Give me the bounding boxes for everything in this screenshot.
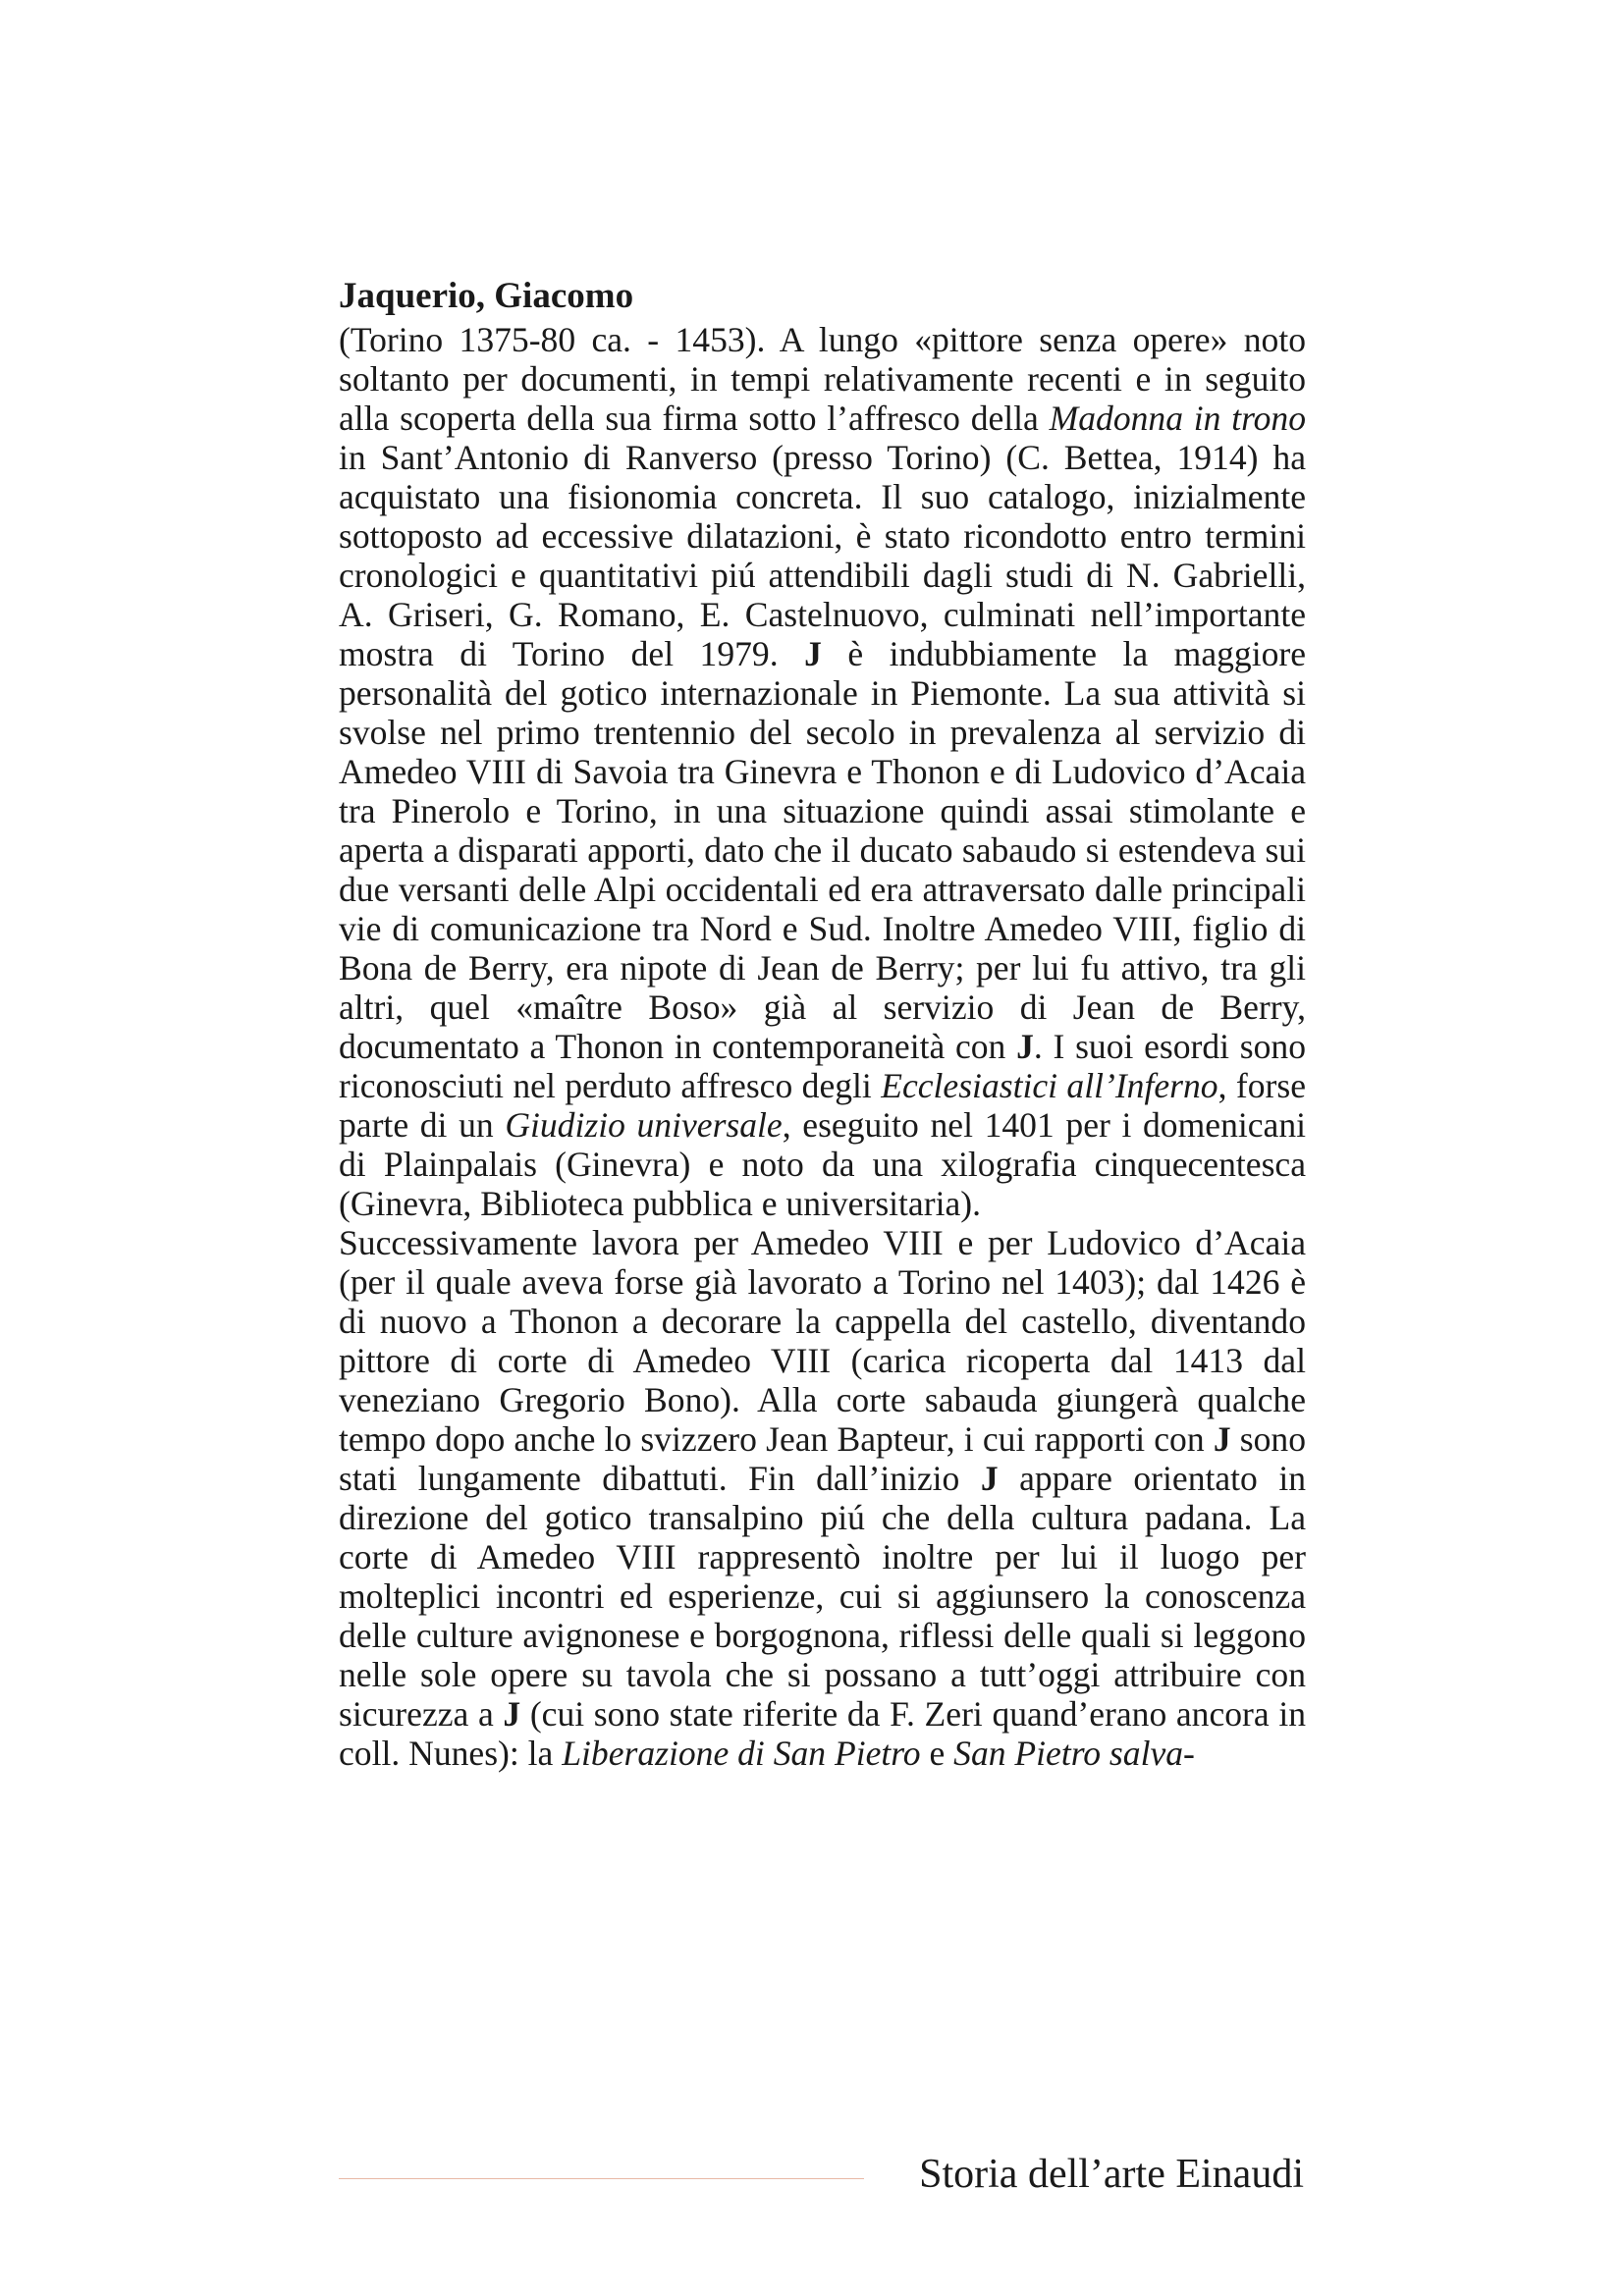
text-run: (Torino 1375-80 ca. - 1453). A lungo «pittore senza opere» noto soltanto per documenti, in tempi relativamente recenti e in seguito alla scoperta della sua firma sotto l’affresco della: [339, 320, 1306, 438]
text-run: è indubbiamente la maggiore personalità del gotico internazionale in Piemonte. La sua attività si svolse nel primo trentennio del secolo in prevalenza al servizio di Amedeo VIII di Savoia tra Ginevra e Thonon e di Ludovico d’Acaia tra Pinerolo e Torino, in una situazione quindi assai stimolante e aperta a disparati apporti, dato che il ducato sabaudo si estendeva sui due versanti delle Alpi occidentali ed era attraversato dalle principali vie di comunicazione tra Nord e Sud. Inoltre Amedeo VIII, figlio di Bona de Berry, era nipote di Jean de Berry; per lui fu attivo, tra gli altri, quel «maître Boso» già al servizio di Jean de Berry, documentato a Thonon in contemporaneità con: [339, 634, 1307, 1066]
text-run: , eseguito nel 1401 per i domenicani di Plainpalais (Ginevra) e noto da una xilografia cinquecentesca (Ginevra, Biblioteca pubblica e universitaria).: [339, 1105, 1306, 1223]
artwork-title: Ecclesiastici all’Inferno: [881, 1066, 1218, 1105]
text-run: (cui sono state riferite da F. Zeri quand’erano ancora in coll. Nunes): la: [339, 1694, 1306, 1773]
text-run: appare orientato in direzione del gotico transalpino piú che della cultura padana. La corte di Amedeo VIII rappresentò inoltre per lui il luogo per molteplici incontri ed esperienze, cui si aggiunsero la conoscenza delle culture avignonese e borgognona, riflessi delle quali si leggono nelle sole opere su tavola che si possano a tutt’oggi attribuire con sicurezza a: [339, 1459, 1306, 1734]
text-run: sono stati lungamente dibattuti. Fin dall’inizio: [339, 1419, 1306, 1498]
artist-initial: J: [1213, 1419, 1231, 1459]
text-run: , forse parte di un: [339, 1066, 1307, 1145]
text-run: e: [920, 1734, 954, 1773]
artwork-title: Giudizio universale: [505, 1105, 783, 1145]
entry-paragraph-1: [339, 320, 1306, 1223]
artwork-title: Liberazione di San Pietro: [562, 1734, 921, 1773]
entry-content: [339, 275, 1306, 1773]
artist-initial: J: [804, 634, 822, 673]
artwork-title: San Pietro salva-: [953, 1734, 1195, 1773]
footer-publisher: Storia dell’arte Einaudi: [919, 2152, 1304, 2197]
entry-title: Jaquerio, Giacomo: [339, 276, 634, 316]
text-run: Successivamente lavora per Amedeo VIII e per Ludovico d’Acaia (per il quale aveva forse già lavorato a Torino nel 1403); dal 1426 è di nuovo a Thonon a decorare la cappella del castello, diventando pittore di corte di Amedeo VIII (carica ricoperta dal 1413 dal veneziano Gregorio Bono). Alla corte sabauda giungerà qualche tempo dopo anche lo svizzero Jean Bapteur, i cui rapporti con: [339, 1223, 1306, 1459]
artist-initial: J: [980, 1459, 999, 1498]
artist-initial: J: [503, 1694, 521, 1734]
artwork-title: Madonna in trono: [1049, 399, 1306, 438]
entry-body: [339, 320, 1306, 1773]
artist-initial: J: [1016, 1027, 1034, 1066]
footer-rule: [339, 2178, 864, 2179]
entry-paragraph-2: [339, 1223, 1306, 1773]
text-run: . I suoi esordi sono riconosciuti nel perduto affresco degli: [339, 1027, 1306, 1105]
text-run: in Sant’Antonio di Ranverso (presso Torino) (C. Bettea, 1914) ha acquistato una fisionomia concreta. Il suo catalogo, inizialmente sottoposto ad eccessive dilatazioni, è stato ricondotto entro termini cronologici e quantitativi piú attendibili dagli studi di N. Gabrielli, A. Griseri, G. Romano, E. Castelnuovo, culminati nell’importante mostra di Torino del 1979.: [339, 438, 1306, 673]
